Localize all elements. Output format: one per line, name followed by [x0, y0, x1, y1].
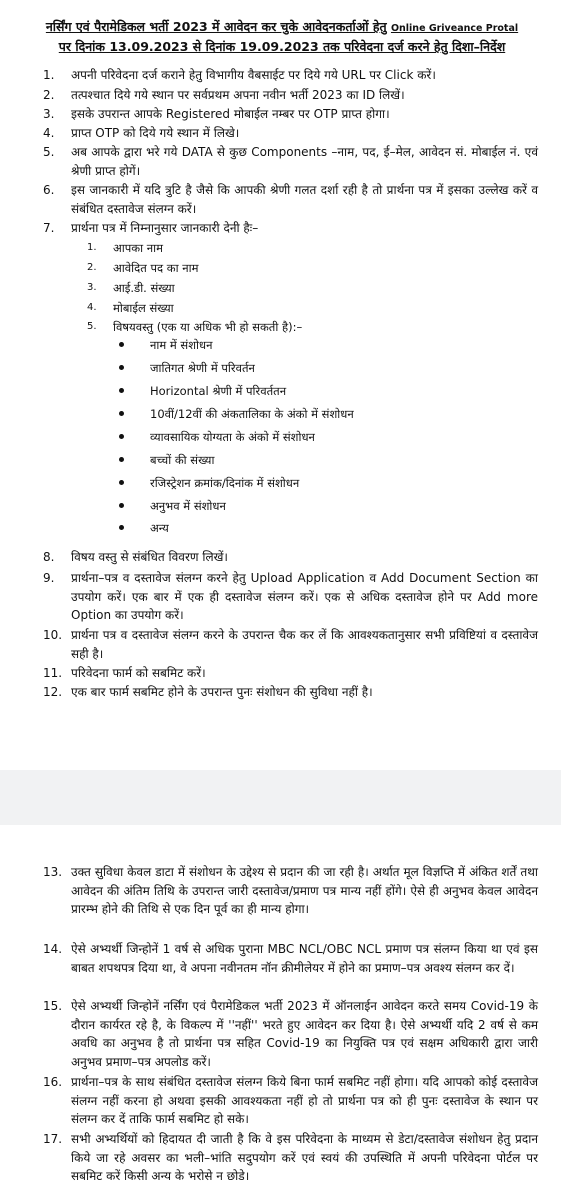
- item-text: प्राप्त OTP को दिये गये स्थान में लिखे।: [71, 126, 240, 140]
- bullet-text: व्यावसायिक योग्यता के अंको में संशोधन: [150, 430, 315, 444]
- item-number: 10.: [43, 628, 63, 642]
- sub-item-text: आवेदित पद का नाम: [113, 261, 199, 275]
- bullet-text: Horizontal श्रेणी में परिवर्ततन: [150, 384, 287, 398]
- bullet-icon: [119, 503, 124, 508]
- item-text: अपनी परिवेदना दर्ज कराने हेतु विभागीय वैबसाईट पर दिये गये URL पर Click करें।: [71, 68, 436, 82]
- sub-item-text: आई.डी. संख्या: [113, 281, 175, 295]
- item-number: 9.: [43, 571, 55, 585]
- sub-item-text: विषयवस्तु (एक या अधिक भी हो सकती है):–: [113, 320, 303, 334]
- item-text: उक्त सुविधा केवल डाटा में संशोधन के उद्देश्य से प्रदान की जा रही है। अर्थात मूल विज्ञप्ति में अंकित शर्तें तथा आवेदन की अंतिम तिथि के उपरान्त जारी दस्तावेज/प्रमाण पत्र मान्य नहीं होंगे। ऐसे ही अनुभव केवल आवेदन प्रारम्भ होने की तिथि से एक दिन पूर्व का ही मान्य होगा।: [71, 865, 538, 916]
- bullet-text: बच्चों की संख्या: [150, 453, 215, 467]
- item-number: 3.: [43, 107, 55, 121]
- page-separator: [0, 770, 561, 825]
- bullet-text: जातिगत श्रेणी में परिवर्तन: [150, 361, 255, 375]
- bullet-icon: [119, 457, 124, 462]
- item-text: एक बार फार्म सबमिट होने के उपरान्त पुनः संशोधन की सुविधा नहीं है।: [71, 685, 373, 699]
- bullet-text: 10वीं/12वीं की अंकतालिका के अंको में संशोधन: [150, 407, 354, 421]
- item-text: प्रार्थना–पत्र के साथ संबंधित दस्तावेज संलग्न किये बिना फार्म सबमिट नहीं होगा। यदि आपको कोई दस्तावेज संलग्न नहीं करना हो अथवा इसकी आवश्यकता नहीं हो तो प्रार्थना पत्र को ही पुनः दस्तावेज के स्थान पर संलग्न कर दें ताकि फार्म सबमिट हो सके।: [71, 1075, 538, 1126]
- item-number: 15.: [43, 999, 63, 1013]
- bullet-icon: [119, 365, 124, 370]
- item-text: ऐसे अभ्यर्थी जिन्होनें 1 वर्ष से अधिक पुराना MBC NCL/OBC NCL प्रमाण पत्र संलग्न किया था एवं इस बाबत शपथपत्र दिया था, वे अपना नवीनतम नॉन क्रीमीलेयर में होने का प्रमाण–पत्र अवश्य संलग्न कर दें।: [71, 942, 538, 975]
- item-number: 1.: [43, 68, 55, 82]
- item-text: विषय वस्तु से संबंधित विवरण लिखें।: [71, 550, 228, 564]
- item-text: प्रार्थना पत्र व दस्तावेज संलग्न करने के उपरान्त चैक कर लें कि आवश्यकतानुसार सभी प्रविष्टियां व दस्तावेज सही है।: [71, 628, 538, 661]
- bullet-icon: [119, 434, 124, 439]
- item-number: 5.: [43, 145, 55, 159]
- item-number: 12.: [43, 685, 63, 699]
- item-number: 8.: [43, 550, 55, 564]
- sub-item-text: आपका नाम: [113, 241, 163, 255]
- item-text: इस जानकारी में यदि त्रुटि है जैसे कि आपकी श्रेणी गलत दर्शा रही है तो प्रार्थना पत्र में इसका उल्लेख करें व संबंधित दस्तावेज संलग्न करें।: [71, 183, 538, 216]
- document-page-2: [0, 825, 561, 1200]
- bullet-icon: [119, 388, 124, 393]
- sub-item-number: 2.: [87, 262, 97, 273]
- item-text: ऐसे अभ्यर्थी जिन्होनें नर्सिंग एवं पैरामेडिकल भर्ती 2023 में ऑनलाईन आवेदन करते समय Covid-19 के दौरान कार्यरत रहे है, के विकल्प में ''नहीं'' भरते हुए आवेदन कर दिया है। ऐसे अभ्यर्थी यदि 2 वर्ष से कम अवधि का अनुभव है तो प्रार्थना पत्र सहित Covid-19 का नियुक्ति पत्र एवं सक्षम अधिकारी द्वारा जारी अनुभव प्रमाण–पत्र अपलोड करें।: [71, 999, 538, 1069]
- bullet-text: रजिस्ट्रेशन क्रमांक/दिनांक में संशोधन: [150, 476, 300, 490]
- bullet-icon: [119, 480, 124, 485]
- sub-item-number: 1.: [87, 242, 97, 253]
- sub-item-text: मोबाईल संख्या: [113, 301, 174, 315]
- item-number: 2.: [43, 88, 55, 102]
- sub-item-number: 3.: [87, 282, 97, 293]
- document-title: [22, 18, 542, 56]
- item-text: प्रार्थना–पत्र व दस्तावेज संलग्न करने हेतु Upload Application व Add Document Section का उपयोग करें। एक बार में एक ही दस्तावेज संलग्न करें। एक से अधिक दस्तावेज होने पर Add more Option का उपयोग करें।: [71, 571, 538, 622]
- title-line2: पर दिनांक 13.09.2023 से दिनांक 19.09.2023 तक परिवेदना दर्ज करने हेतु दिशा–निर्देश: [58, 39, 506, 54]
- item-number: 13.: [43, 865, 63, 879]
- sub-item-number: 4.: [87, 302, 97, 313]
- item-text: अब आपके द्वारा भरे गये DATA से कुछ Components –नाम, पद, ई–मेल, आवेदन सं. मोबाईल नं. एवं श्रेणी प्राप्त होगें।: [71, 145, 538, 178]
- item-text: परिवेदना फार्म को सबमिट करें।: [71, 666, 206, 680]
- bullet-icon: [119, 525, 124, 530]
- sub-item-number: 5.: [87, 321, 97, 332]
- bullet-text: अन्य: [150, 521, 169, 535]
- item-number: 7.: [43, 221, 55, 235]
- item-number: 4.: [43, 126, 55, 140]
- bullet-icon: [119, 411, 124, 416]
- title-line1-english: Online Griveance Protal: [390, 23, 519, 34]
- title-line1-hindi: नर्सिंग एवं पैरामेडिकल भर्ती 2023 में आवेदन कर चुके आवेदनकर्ताओं हेतु: [45, 19, 387, 34]
- item-number: 16.: [43, 1075, 63, 1089]
- bullet-text: नाम में संशोधन: [150, 338, 213, 352]
- item-number: 6.: [43, 183, 55, 197]
- item-number: 17.: [43, 1132, 63, 1146]
- bullet-text: अनुभव में संशोधन: [150, 499, 226, 513]
- item-text: सभी अभ्यर्थियों को हिदायत दी जाती है कि वे इस परिवेदना के माध्यम से डेटा/दस्तावेज संशोधन हेतु प्रदान किये जा रहे अवसर का भली–भांति सदुपयोग करें एवं स्वयं की उपस्थिति में अपनी परिवेदना पोर्टल पर सबमिट करें किसी अन्य के भरोसे न छोडे।: [71, 1132, 538, 1183]
- item-number: 11.: [43, 666, 63, 680]
- item-number: 14.: [43, 942, 63, 956]
- item-text: प्रार्थना पत्र में निम्नानुसार जानकारी देनी हैः–: [71, 221, 259, 235]
- bullet-icon: [119, 342, 124, 347]
- item-text: इसके उपरान्त आपके Registered मोबाईल नम्बर पर OTP प्राप्त होगा।: [71, 107, 390, 121]
- item-text: तत्पश्चात दिये गये स्थान पर सर्वप्रथम अपना नवीन भर्ती 2023 का ID लिखें।: [71, 88, 405, 102]
